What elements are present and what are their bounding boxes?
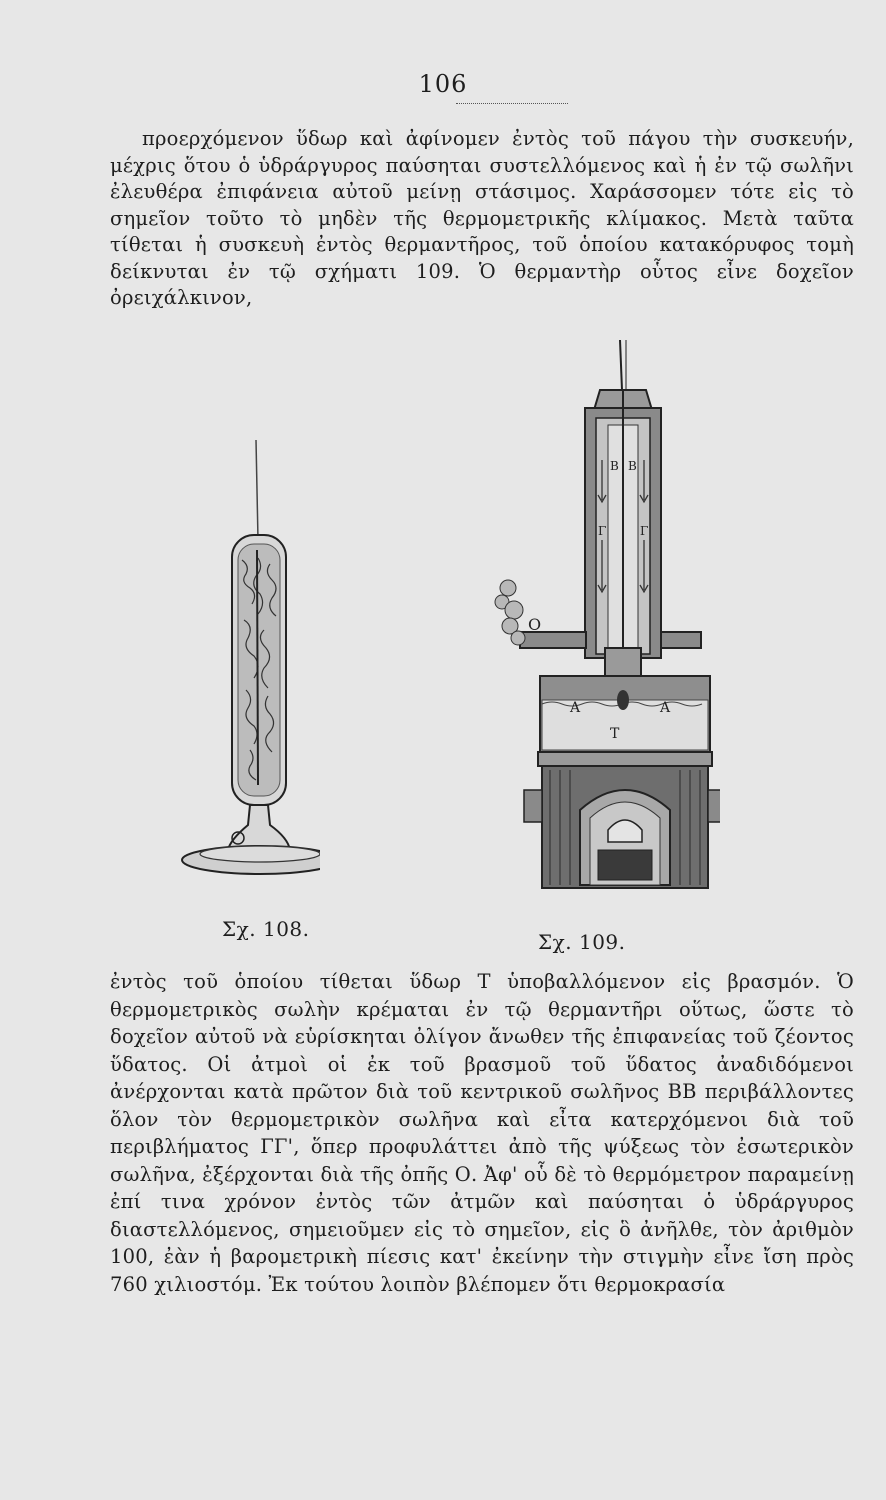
paragraph-bottom: ἐντὸς τοῦ ὁποίου τίθεται ὕδωρ Τ ὑποβαλλόμενον εἰς βρασμόν. Ὁ θερμομετρικὸς σωλὴν κρέμαται ἐν τῷ θερμαντῆρι οὕτως, ὥστε τὸ δοχεῖον αὐτοῦ νὰ εὑρίσκηται ὀλίγον ἄνωθεν τῆς ἐπιφανείας τοῦ ζέοντος ὕδατος. Οἱ ἀτμοὶ οἱ ἐκ τοῦ βρασμοῦ τοῦ ὕδατος ἀναδιδόμενοι ἀνέρχονται κατὰ πρῶτον διὰ τοῦ κεντρικοῦ σωλῆνος ΒΒ περιβάλλοντες ὅλον τὸν θερμομετρικὸν σωλῆνα καὶ εἶτα κατερχόμενοι διὰ τοῦ περιβλήματος ΓΓ', ὅπερ προφυλάττει ἀπὸ τῆς ψύξεως τὸν ἐσωτερικὸν σωλῆνα, ἐξέρχονται διὰ τῆς ὀπῆς Ο. Ἀφ' οὗ δὲ τὸ θερμόμετρον παραμείνῃ ἐπί τινα χρόνον ἐντὸς τῶν ἀτμῶν καὶ παύσηται ὁ ὑδράργυρος διαστελλόμενος, σημειοῦμεν εἰς τὸ σημεῖον, εἰς ὃ ἀνῆλθε, τὸν ἀριθμὸν 100, ἐὰν ἡ βαρομετρικὴ πίεσις κατ' ἐκείνην τὴν στιγμὴν εἶνε ἴση πρὸς 760 χιλιοστόμ. Ἐκ τούτου λοιπὸν βλέπομεν ὅτι θερμοκρασία bbox=[110, 970, 854, 1296]
label-t-water: T bbox=[610, 726, 620, 742]
figure-108-ice-apparatus bbox=[160, 440, 320, 910]
page-number-rule bbox=[456, 103, 568, 104]
label-gamma-right: Γ bbox=[640, 524, 649, 538]
label-a-right: A bbox=[660, 700, 671, 716]
label-a-left: A bbox=[570, 700, 581, 716]
label-o-opening: O bbox=[528, 615, 542, 634]
figure-109-boiler-apparatus bbox=[480, 340, 720, 900]
figure-108-caption: Σχ. 108. bbox=[222, 917, 310, 941]
label-b-right: B bbox=[628, 459, 637, 473]
paragraph-top: προερχόμενον ὕδωρ καὶ ἀφίνομεν ἐντὸς τοῦ πάγου τὴν συσκευήν, μέχρις ὅτου ὁ ὑδράργυρος παύσηται συστελλόμενος καὶ ἡ ἐν τῷ σωλῆνι ἐλευθέρα ἐπιφάνεια αὐτοῦ μείνῃ στάσιμος. Χαράσσομεν τότε εἰς τὸ σημεῖον τοῦτο τὸ μηδὲν τῆς θερμομετρικῆς κλίμακος. Μετὰ ταῦτα τίθεται ἡ συσκευὴ ἐντὸς θερμαντῆρος, τοῦ ὁποίου κατακόρυφος τομὴ δείκνυται ἐν τῷ σχήματι 109. Ὁ θερμαντὴρ οὗτος εἶνε δοχεῖον ὀρειχάλκινον, bbox=[110, 127, 854, 309]
page-number: 106 bbox=[418, 70, 468, 98]
label-b-left: B bbox=[610, 459, 619, 473]
figure-109-caption: Σχ. 109. bbox=[538, 930, 626, 954]
label-gamma-left: Γ bbox=[598, 524, 607, 538]
